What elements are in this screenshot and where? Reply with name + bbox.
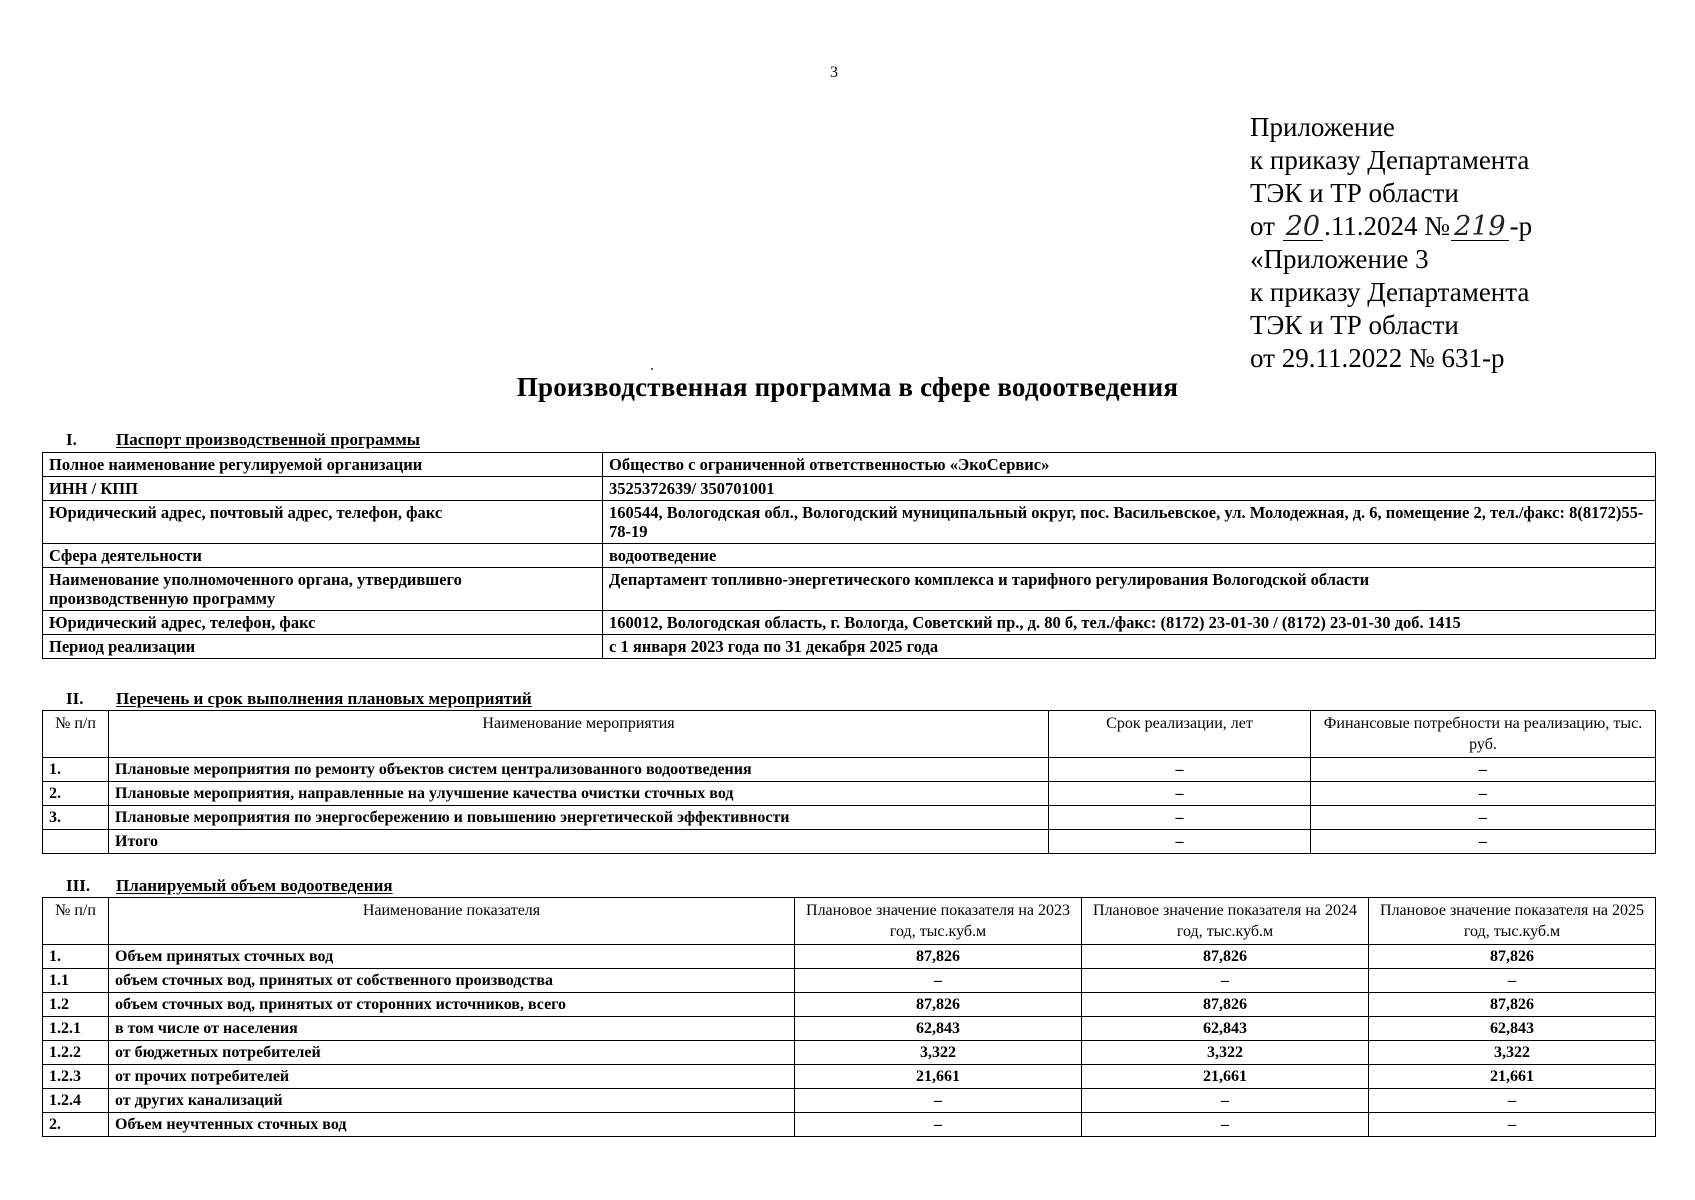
passport-table [42,452,1656,659]
section-heading [42,876,393,896]
table-row [43,1041,1656,1065]
table-row [43,993,1656,1017]
value-2023: – [795,1089,1082,1113]
measure-term: – [1049,758,1311,782]
header-name: Наименование мероприятия [109,711,1049,758]
value-2024: – [1082,1113,1369,1137]
table-row [43,568,1656,611]
appendix-line: ТЭК и ТР области [1250,178,1459,208]
appendix-order-line [1250,210,1532,243]
passport-value: водоотведение [603,544,1656,568]
passport-label: Период реализации [43,635,603,659]
passport-label: Юридический адрес, телефон, факс [43,611,603,635]
header-2025: Плановое значение показателя на 2025 год, тыс.куб.м [1369,898,1656,945]
indicator-name: от прочих потребителей [109,1065,795,1089]
handwritten-order-number: 219 [1451,214,1509,241]
measure-term: – [1049,782,1311,806]
table-row [43,1017,1656,1041]
row-number: 2. [43,1113,109,1137]
header-term: Срок реализации, лет [1049,711,1311,758]
row-number: 1.2.3 [43,1065,109,1089]
volume-table [42,897,1656,1137]
value-2025: 87,826 [1369,945,1656,969]
table-row [43,635,1656,659]
value-2025: 21,661 [1369,1065,1656,1089]
measure-finance: – [1311,782,1656,806]
measure-name: Плановые мероприятия, направленные на улучшение качества очистки сточных вод [109,782,1049,806]
value-2023: 87,826 [795,993,1082,1017]
indicator-name: объем сточных вод, принятых от собственного производства [109,969,795,993]
measure-finance: – [1311,758,1656,782]
table-row [43,1113,1656,1137]
table-row [43,501,1656,544]
measure-finance: – [1311,806,1656,830]
passport-label: Полное наименование регулируемой организации [43,453,603,477]
handwritten-day: 20 [1283,214,1323,241]
value-2023: – [795,969,1082,993]
header-num: № п/п [43,711,109,758]
measures-table [42,710,1656,854]
section-heading [42,430,420,450]
appendix-line: Приложение [1250,112,1395,142]
row-number: 1. [43,758,109,782]
header-finance: Финансовые потребности на реализацию, тыс. руб. [1311,711,1656,758]
row-number: 1.1 [43,969,109,993]
value-2024: – [1082,1089,1369,1113]
passport-value: Общество с ограниченной ответственностью «ЭкоСервис» [603,453,1656,477]
section-title: Планируемый объем водоотведения [116,876,393,895]
value-2024: 3,322 [1082,1041,1369,1065]
table-row [43,806,1656,830]
table-row [43,830,1656,854]
indicator-name: от бюджетных потребителей [109,1041,795,1065]
page-number: 3 [830,64,838,81]
measure-term: – [1049,806,1311,830]
row-number: 1.2 [43,993,109,1017]
value-2023: 3,322 [795,1041,1082,1065]
section-title: Паспорт производственной программы [116,430,421,449]
value-2024: 87,826 [1082,993,1369,1017]
table-header-row [43,898,1656,945]
appendix-line: к приказу Департамента [1250,277,1530,307]
indicator-name: Объем принятых сточных вод [109,945,795,969]
measure-finance: – [1311,830,1656,854]
passport-value: 160012, Вологодская область, г. Вологда, Советский пр., д. 80 б, тел./факс: (8172) 23-01-30 / (8172) 23-01-30 доб. 1415 [603,611,1656,635]
table-row [43,969,1656,993]
passport-label: Наименование уполномоченного органа, утвердившего производственную программу [43,568,603,611]
appendix-order-middle: .11.2024 № [1324,211,1451,241]
section-heading [42,689,532,709]
row-number: 1.2.2 [43,1041,109,1065]
table-header-row [43,711,1656,758]
row-number: 1.2.4 [43,1089,109,1113]
appendix-order-suffix: -р [1509,211,1533,241]
appendix-block [1250,111,1532,375]
value-2023: 21,661 [795,1065,1082,1089]
passport-label: Юридический адрес, почтовый адрес, телефон, факс [43,501,603,544]
section-number: I. [66,430,77,449]
section-number: III. [66,876,91,895]
value-2023: – [795,1113,1082,1137]
value-2025: – [1369,1089,1656,1113]
value-2025: 62,843 [1369,1017,1656,1041]
indicator-name: от других канализаций [109,1089,795,1113]
appendix-line: от 29.11.2022 № 631-р [1250,343,1505,373]
appendix-order-prefix: от [1250,211,1275,241]
appendix-line: к приказу Департамента [1250,145,1530,175]
table-row [43,758,1656,782]
value-2024: 21,661 [1082,1065,1369,1089]
passport-value: с 1 января 2023 года по 31 декабря 2025 года [603,635,1656,659]
passport-value: 3525372639/ 350701001 [603,477,1656,501]
row-number: 1. [43,945,109,969]
appendix-line: «Приложение 3 [1250,244,1429,274]
measure-name: Плановые мероприятия по ремонту объектов систем централизованного водоотведения [109,758,1049,782]
table-row [43,782,1656,806]
measure-name: Итого [109,830,1049,854]
measures-table-body [43,758,1656,854]
value-2024: 87,826 [1082,945,1369,969]
value-2023: 62,843 [795,1017,1082,1041]
value-2023: 87,826 [795,945,1082,969]
row-number: 2. [43,782,109,806]
header-2023: Плановое значение показателя на 2023 год, тыс.куб.м [795,898,1082,945]
value-2025: – [1369,969,1656,993]
volume-table-body [43,945,1656,1137]
measure-term: – [1049,830,1311,854]
value-2024: – [1082,969,1369,993]
indicator-name: Объем неучтенных сточных вод [109,1113,795,1137]
appendix-line: ТЭК и ТР области [1250,310,1459,340]
scan-speck [651,368,653,370]
measure-name: Плановые мероприятия по энергосбережению и повышению энергетической эффективности [109,806,1049,830]
passport-label: ИНН / КПП [43,477,603,501]
passport-value: 160544, Вологодская обл., Вологодский муниципальный округ, пос. Васильевское, ул. Молодежная, д. 6, помещение 2, тел./факс: 8(8172)55-78-19 [603,501,1656,544]
value-2024: 62,843 [1082,1017,1369,1041]
section-title: Перечень и срок выполнения плановых мероприятий [116,689,532,708]
row-number: 3. [43,806,109,830]
passport-label: Сфера деятельности [43,544,603,568]
value-2025: 3,322 [1369,1041,1656,1065]
row-number [43,830,109,854]
table-row [43,1089,1656,1113]
row-number: 1.2.1 [43,1017,109,1041]
table-row [43,477,1656,501]
header-num: № п/п [43,898,109,945]
header-name: Наименование показателя [109,898,795,945]
table-row [43,1065,1656,1089]
value-2025: 87,826 [1369,993,1656,1017]
table-row [43,453,1656,477]
table-row [43,544,1656,568]
header-2024: Плановое значение показателя на 2024 год, тыс.куб.м [1082,898,1369,945]
passport-table-body [43,453,1656,659]
indicator-name: объем сточных вод, принятых от сторонних источников, всего [109,993,795,1017]
value-2025: – [1369,1113,1656,1137]
table-row [43,945,1656,969]
passport-value: Департамент топливно-энергетического комплекса и тарифного регулирования Вологодской области [603,568,1656,611]
page-title: Производственная программа в сфере водоотведения [516,372,1179,402]
section-number: II. [66,689,84,708]
table-row [43,611,1656,635]
indicator-name: в том числе от населения [109,1017,795,1041]
